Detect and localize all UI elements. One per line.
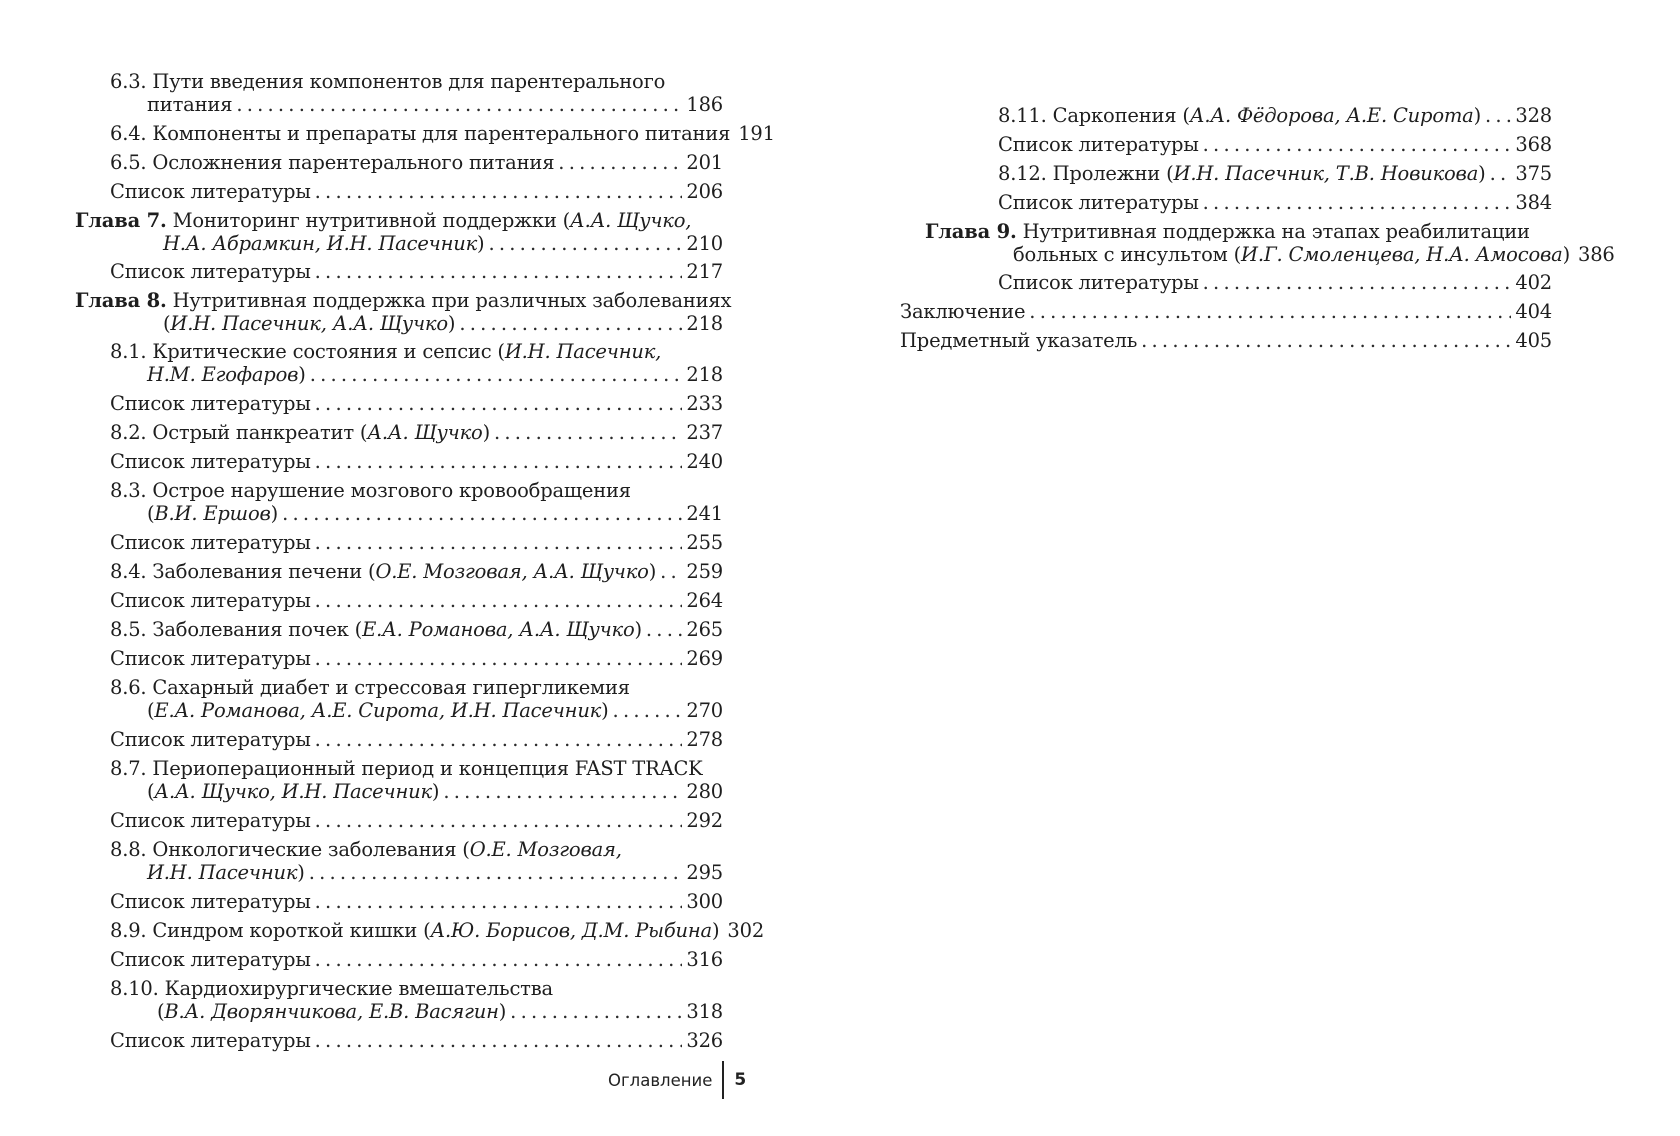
leader-dots [236,93,682,116]
entry-authors-cont: Н.А. Абрамкин, И.Н. Пасечник [163,232,478,255]
footer-page-number: 5 [734,1070,747,1090]
leader-dots [282,502,682,525]
leader-dots [315,180,683,203]
entry-title: Список литературы [110,531,311,554]
page-number: 206 [686,180,723,203]
entry-title: 8.12. Пролежни ( [998,162,1174,185]
table-of-contents-right [900,104,1615,358]
leader-dots [443,780,682,803]
entry-authors: О.Е. Мозговая, А.А. Щучко [375,560,649,583]
toc-entry-subject-index[interactable] [900,329,1552,352]
toc-entry-8-9[interactable]: 8.9. Синдром короткой кишки (А.Ю. Борисов, Д.М. Рыбина) 302 [110,919,765,942]
page-number: 278 [686,728,723,751]
leader-dots [558,151,682,174]
page-number: 405 [1515,329,1552,352]
entry-title: 8.8. Онкологические заболевания ( [110,838,470,861]
toc-entry-8-3[interactable]: 8.3. Острое нарушение мозгового кровообращения (В.И. Ершов) . . . 241 [75,479,723,525]
leader-dots [459,312,682,335]
toc-chapter-8[interactable]: Глава 8. Нутритивная поддержка при различных заболеваниях (И.Н. Пасечник, А.А. Щучко) . . . 218 [75,289,723,335]
page-number: 270 [686,699,723,722]
toc-chapter-7[interactable]: Глава 7. Мониторинг нутритивной поддержки (А.А. Щучко, Н.А. Абрамкин, И.Н. Пасечник) . . . 210 [75,209,723,255]
entry-title: Список литературы [110,890,311,913]
page-number: 186 [686,93,723,116]
entry-authors: Е.А. Романова, А.А. Щучко [362,618,635,641]
page-number: 328 [1515,104,1552,127]
page-number: 264 [686,589,723,612]
page-number: 292 [686,809,723,832]
leader-dots [660,560,682,583]
page-number: 201 [686,151,723,174]
page-number: 402 [1515,271,1552,294]
page-number: 210 [686,232,723,255]
leader-dots [510,1000,682,1023]
toc-entry-references[interactable] [75,809,723,832]
entry-title: Список литературы [110,1029,311,1052]
page-number: 218 [686,312,723,335]
entry-title: Список литературы [110,728,311,751]
entry-title: Мониторинг нутритивной поддержки ( [172,209,571,232]
entry-authors: О.Е. Мозговая, [469,838,622,861]
leader-dots [315,948,683,971]
page-number: 233 [686,392,723,415]
leader-dots [315,450,683,473]
chapter-label: Глава 7. [75,209,167,232]
entry-title: 8.4. Заболевания печени ( [110,560,376,583]
toc-entry-8-5[interactable]: 8.5. Заболевания почек (Е.А. Романова, А.А. Щучко) . . . 265 [75,618,723,641]
toc-entry-8-4[interactable]: 8.4. Заболевания печени (О.Е. Мозговая, А.А. Щучко) . . . 259 [75,560,723,583]
entry-authors: А.А. Щучко [367,421,483,444]
toc-entry-references[interactable] [75,890,723,913]
leader-dots [1203,133,1512,156]
entry-title: Нутритивная поддержка при различных заболеваниях [172,289,732,312]
toc-entry-references[interactable] [75,647,723,670]
toc-entry-6-4[interactable] [75,122,775,145]
toc-entry-8-11[interactable]: 8.11. Саркопения (А.А. Фёдорова, А.Е. Сирота) . . . 328 [900,104,1552,127]
leader-dots [315,809,683,832]
toc-entry-references[interactable] [75,450,723,473]
leader-dots [494,421,682,444]
toc-entry-references[interactable] [900,133,1552,156]
leader-dots [488,232,682,255]
page-number: 318 [686,1000,723,1023]
entry-title: 8.6. Сахарный диабет и стрессовая гипергликемия [110,676,630,699]
entry-authors: Е.А. Романова, А.Е. Сирота, И.Н. Пасечник [154,699,602,722]
footer-section-label: Оглавление [608,1070,713,1090]
page-number: 241 [686,502,723,525]
page-number: 240 [686,450,723,473]
entry-title: 6.5. Осложнения парентерального питания [110,151,555,174]
entry-authors: И.Г. Смоленцева, Н.А. Амосова [1241,243,1563,266]
page-number: 265 [686,618,723,641]
entry-title: Нутритивная поддержка на этапах реабилитации [1022,220,1530,243]
entry-authors: А.А. Фёдорова, А.Е. Сирота [1189,104,1474,127]
page-number: 300 [686,890,723,913]
entry-authors: А.А. Щучко, И.Н. Пасечник [154,780,432,803]
entry-authors: В.А. Дворянчикова, Е.В. Васягин [164,1000,499,1023]
leader-dots [1203,191,1512,214]
entry-authors: И.Н. Пасечник, Т.В. Новикова [1173,162,1479,185]
leader-dots [1203,271,1512,294]
leader-dots [613,699,683,722]
entry-authors: И.Н. Пасечник, А.А. Щучко [170,312,448,335]
leader-dots [315,589,683,612]
entry-title: Список литературы [110,589,311,612]
entry-title: 8.9. Синдром короткой кишки ( [110,919,431,942]
toc-entry-references[interactable] [75,948,723,971]
entry-title: Список литературы [110,450,311,473]
page-number: 269 [686,647,723,670]
leader-dots [315,890,683,913]
entry-authors-cont: Н.М. Егофаров [147,363,299,386]
leader-dots [309,861,683,884]
toc-entry-8-1[interactable]: 8.1. Критические состояния и сепсис (И.Н. Пасечник, Н.М. Егофаров) . . . 218 [75,340,723,386]
entry-title: 8.7. Периоперационный период и концепция FAST TRACK [110,757,703,780]
entry-title-cont: питания [147,93,233,116]
entry-title: 8.1. Критические состояния и сепсис ( [110,340,505,363]
leader-dots [1141,329,1511,352]
toc-entry-references[interactable] [75,1029,723,1052]
toc-entry-6-5[interactable] [75,151,723,174]
entry-title: 8.2. Острый панкреатит ( [110,421,368,444]
entry-title: Список литературы [110,180,311,203]
toc-entry-8-6[interactable]: 8.6. Сахарный диабет и стрессовая гипергликемия (Е.А. Романова, А.Е. Сирота, И.Н. Пасечник) . . . 270 [75,676,723,722]
entry-title-cont: больных с инсультом ( [1013,243,1242,266]
toc-entry-references[interactable] [900,271,1552,294]
entry-title: Список литературы [998,133,1199,156]
page-number: 295 [686,861,723,884]
entry-title: Список литературы [998,271,1199,294]
toc-entry-8-8[interactable]: 8.8. Онкологические заболевания (О.Е. Мозговая, И.Н. Пасечник) . . . 295 [75,838,723,884]
entry-title: 6.3. Пути введения компонентов для парентерального [110,70,666,93]
entry-title: Список литературы [110,260,311,283]
entry-authors-cont: И.Н. Пасечник [147,861,298,884]
page-number: 302 [727,919,765,942]
toc-entry-conclusion[interactable] [900,300,1552,323]
toc-entry-references[interactable] [900,191,1552,214]
entry-title: Список литературы [110,948,311,971]
toc-entry-references[interactable] [75,180,723,203]
entry-authors: А.Ю. Борисов, Д.М. Рыбина [430,919,712,942]
toc-entry-8-2[interactable]: 8.2. Острый панкреатит (А.А. Щучко) . . . 237 [75,421,723,444]
page-number: 280 [686,780,723,803]
toc-entry-references[interactable] [75,728,723,751]
toc-entry-references[interactable] [75,260,723,283]
page-number: 217 [686,260,723,283]
entry-title: 8.5. Заболевания почек ( [110,618,363,641]
leader-dots [1485,104,1511,127]
leader-dots [646,618,682,641]
leader-dots [315,392,683,415]
page-number: 316 [686,948,723,971]
leader-dots [1029,300,1511,323]
page-number: 259 [686,560,723,583]
leader-dots [315,260,683,283]
leader-dots [310,363,683,386]
toc-entry-8-10[interactable]: 8.10. Кардиохирургические вмешательства (В.А. Дворянчикова, Е.В. Васягин) . . . 318 [75,977,723,1023]
table-of-contents-left [75,70,775,1058]
page-number: 191 [738,122,775,145]
entry-title: Заключение [900,300,1026,323]
toc-entry-6-3[interactable] [75,70,723,116]
page-number: 375 [1515,162,1552,185]
page-footer [608,1061,746,1099]
toc-entry-references[interactable] [75,531,723,554]
entry-title: 8.10. Кардиохирургические вмешательства [110,977,553,1000]
entry-authors: А.А. Щучко, [570,209,692,232]
entry-title: 6.4. Компоненты и препараты для парентерального питания [110,122,731,145]
page-number: 384 [1515,191,1552,214]
page-number: 218 [686,363,723,386]
toc-entry-8-7[interactable]: 8.7. Периоперационный период и концепция FAST TRACK (А.А. Щучко, И.Н. Пасечник) . . . 280 [75,757,723,803]
page-number: 386 [1577,243,1615,266]
page-number: 326 [686,1029,723,1052]
entry-title: Список литературы [110,647,311,670]
entry-title: Список литературы [110,809,311,832]
entry-authors: И.Н. Пасечник, [504,340,662,363]
chapter-label: Глава 8. [75,289,167,312]
entry-authors: В.И. Ершов [154,502,271,525]
leader-dots [315,531,683,554]
toc-entry-references[interactable] [75,392,723,415]
page-number: 255 [686,531,723,554]
toc-chapter-9[interactable]: Глава 9. Нутритивная поддержка на этапах реабилитации больных с инсультом (И.Г. Смоленцева, Н.А. Амосова) 386 [925,220,1615,266]
footer-divider [722,1061,724,1099]
chapter-label: Глава 9. [925,220,1017,243]
page-number: 237 [686,421,723,444]
leader-dots [1490,162,1512,185]
right-page [840,0,1680,1136]
entry-title: Список литературы [110,392,311,415]
leader-dots [315,1029,683,1052]
entry-title: Список литературы [998,191,1199,214]
entry-title: Предметный указатель [900,329,1138,352]
page-number: 368 [1515,133,1552,156]
page-number: 404 [1515,300,1552,323]
entry-title: 8.3. Острое нарушение мозгового кровообращения [110,479,631,502]
toc-entry-references[interactable] [75,589,723,612]
leader-dots [315,647,683,670]
leader-dots [315,728,683,751]
entry-title: 8.11. Саркопения ( [998,104,1190,127]
toc-entry-8-12[interactable]: 8.12. Пролежни (И.Н. Пасечник, Т.В. Новикова) . . . 375 [900,162,1552,185]
